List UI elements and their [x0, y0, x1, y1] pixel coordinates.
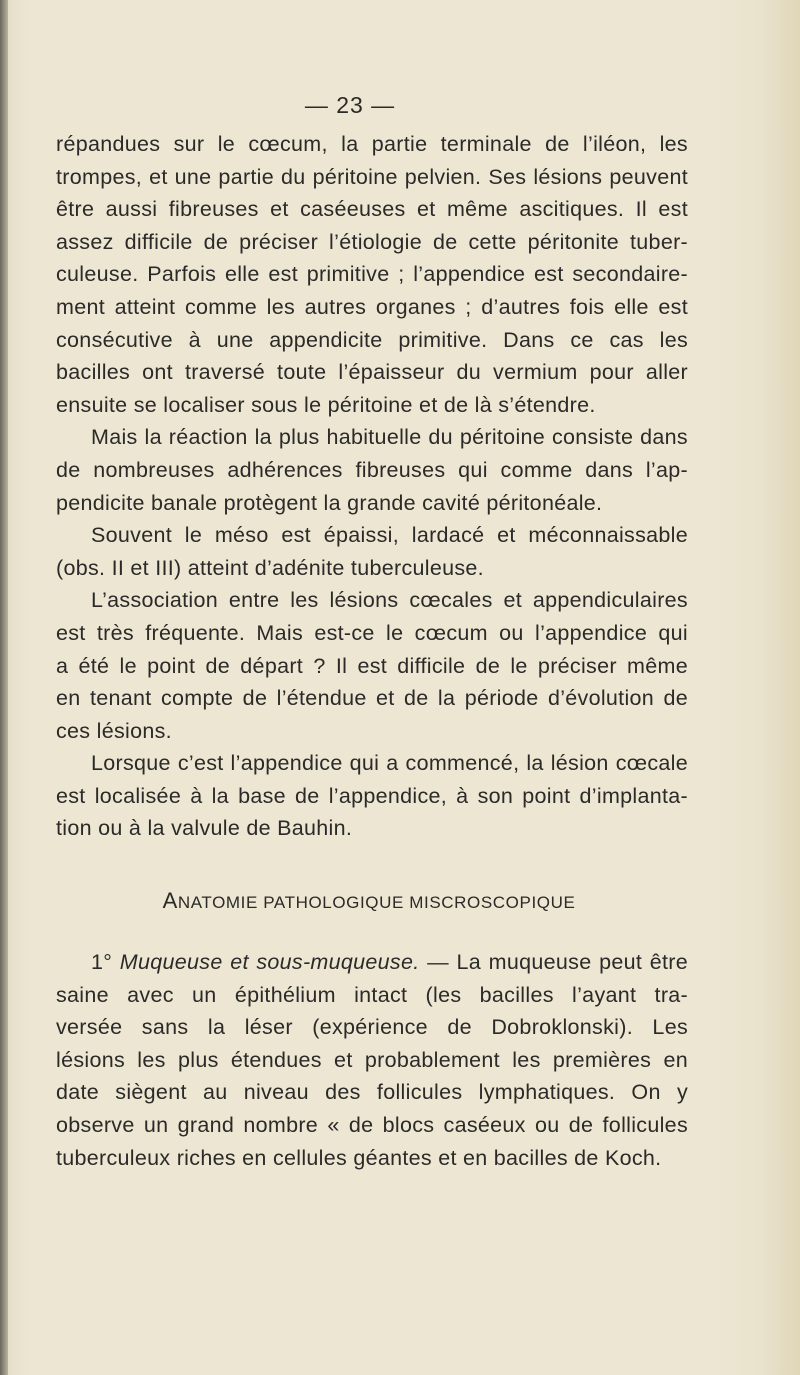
text-line: de nombreuses adhérences fibreuses qui comme dans l’ap- [56, 457, 688, 482]
text-fragment: — La muqueuse peut être [419, 950, 688, 975]
body-text [56, 128, 688, 1174]
text-line: consécutive à une appendicite primitive. Dans ce cas les [56, 327, 688, 352]
text-line: Lorsque c’est l’appendice qui a commencé, la lésion cœcale [91, 751, 688, 776]
paragraph-3 [56, 519, 688, 584]
text-line: culeuse. Parfois elle est primitive ; l’appendice est secondaire- [56, 262, 688, 287]
text-line: ment atteint comme les autres organes ; d’autres fois elle est [56, 294, 688, 319]
subsection-title: Muqueuse et sous-muqueuse. [119, 950, 420, 975]
text-line: ensuite se localiser sous le péritoine et de là s’étendre. [56, 392, 596, 417]
text-line: ces lésions. [56, 718, 172, 743]
text-line: en tenant compte de l’étendue et de la période d’évolution de [56, 686, 688, 711]
section-heading [56, 888, 688, 914]
text-line: saine avec un épithélium intact (les bacilles l’ayant tra- [56, 982, 688, 1007]
text-line: est très fréquente. Mais est-ce le cœcum ou l’appendice qui [56, 620, 688, 645]
heading-initial: A [162, 888, 178, 914]
paragraph-4 [56, 584, 688, 747]
text-line: Mais la réaction la plus habituelle du péritoine consiste dans [91, 425, 688, 450]
page-number: — 23 — [304, 92, 396, 118]
text-line: est localisée à la base de l’appendice, à son point d’implanta- [56, 783, 688, 808]
paragraph-6 [56, 946, 688, 1174]
text-line: tuberculeux riches en cellules géantes et en bacilles de Koch. [56, 1145, 662, 1170]
item-number: 1° [91, 950, 113, 975]
text-line: être aussi fibreuses et caséeuses et même ascitiques. Il est [56, 197, 688, 222]
text-line: bacilles ont traversé toute l’épaisseur du vermium pour aller [56, 360, 688, 385]
paragraph-1 [56, 128, 688, 421]
text-line [56, 946, 688, 979]
text-line: L’association entre les lésions cœcales et appendiculaires [91, 588, 688, 613]
text-line: a été le point de départ ? Il est difficile de le préciser même [56, 653, 688, 678]
paragraph-5 [56, 747, 688, 845]
text-line: versée sans la léser (expérience de Dobroklonski). Les [56, 1015, 688, 1040]
text-line: répandues sur le cœcum, la partie terminale de l’iléon, les [56, 132, 688, 156]
text-line: pendicite banale protègent la grande cavité péritonéale. [56, 490, 603, 515]
paragraph-2 [56, 421, 688, 519]
text-line: tion ou à la valvule de Bauhin. [56, 816, 353, 841]
text-line: lésions les plus étendues et probablement les premières en [56, 1047, 688, 1072]
text-line: trompes, et une partie du péritoine pelvien. Ses lésions peuvent [56, 164, 688, 189]
text-line: Souvent le méso est épaissi, lardacé et méconnaissable [91, 523, 688, 548]
text-line: date siègent au niveau des follicules lymphatiques. On y [56, 1080, 688, 1105]
text-line: observe un grand nombre « de blocs caséeux ou de follicules [56, 1113, 688, 1138]
book-spine-shadow [0, 0, 8, 1375]
text-line: (obs. II et III) atteint d’adénite tuberculeuse. [56, 555, 484, 580]
text-line: assez difficile de préciser l’étiologie de cette péritonite tuber- [56, 229, 688, 254]
heading-text: NATOMIE PATHOLOGIQUE MISCROSCOPIQUE [177, 893, 576, 913]
